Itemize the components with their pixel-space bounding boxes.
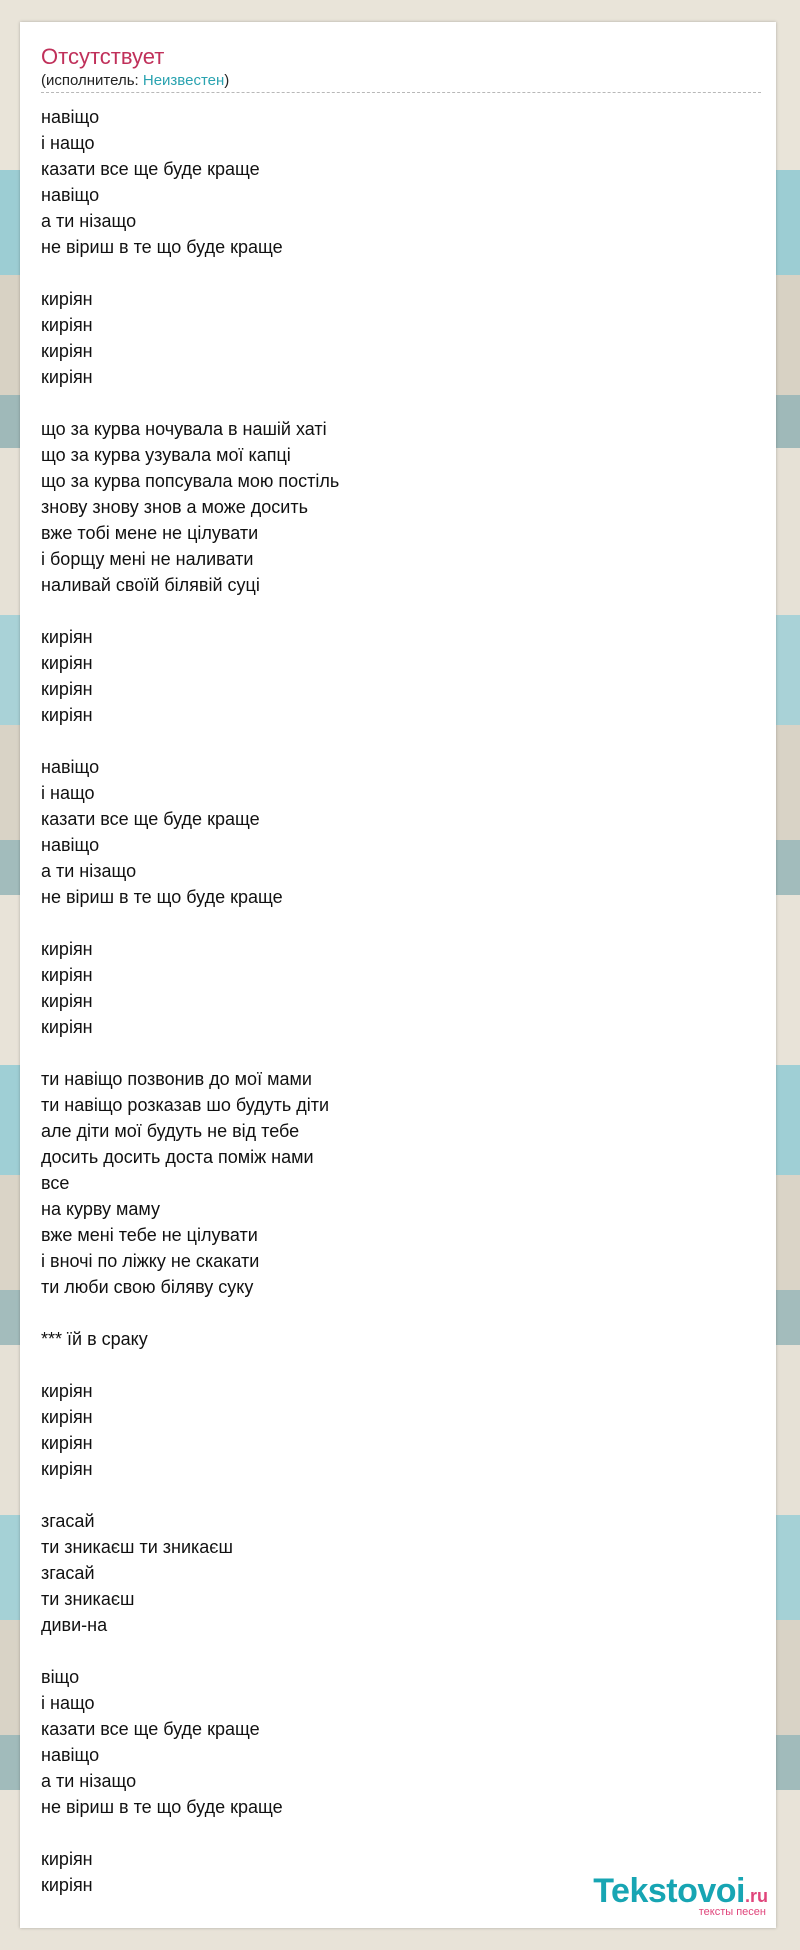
lyrics-line: що за курва ночувала в нашій хаті xyxy=(41,419,327,439)
lyrics-blank-line xyxy=(41,1638,761,1664)
lyrics-line: навіщо xyxy=(41,1745,100,1765)
lyrics-line: навіщо xyxy=(41,757,100,777)
lyrics-line: вже мені тебе не цілувати xyxy=(41,1225,258,1245)
lyrics-line: киріян xyxy=(41,1433,93,1453)
lyrics-line: киріян xyxy=(41,1381,93,1401)
lyrics-line: казати все ще буде краще xyxy=(41,1719,260,1739)
lyrics-line: ти зникаєш ти зникаєш xyxy=(41,1537,233,1557)
lyrics-line: киріян xyxy=(41,341,93,361)
lyrics-line: що за курва узувала мої капці xyxy=(41,445,291,465)
lyrics-line: вже тобі мене не цілувати xyxy=(41,523,259,543)
artist-link[interactable]: Неизвестен xyxy=(142,72,225,89)
lyrics-line: киріян xyxy=(41,1875,93,1895)
lyrics-line: але діти мої будуть не від тебе xyxy=(41,1121,300,1141)
lyrics-blank-line xyxy=(41,390,761,416)
lyrics-line: навіщо xyxy=(41,185,100,205)
lyrics-line: киріян xyxy=(41,991,93,1011)
lyrics-line: віщо xyxy=(41,1667,80,1687)
lyrics-line: казати все ще буде краще xyxy=(41,809,260,829)
lyrics-line: а ти нізащо xyxy=(41,211,137,231)
logo-suffix: .ru xyxy=(744,1886,768,1906)
lyrics-line: все xyxy=(41,1173,70,1193)
lyrics-line: навіщо xyxy=(41,107,100,127)
lyrics-line: навіщо xyxy=(41,835,100,855)
lyrics-line: наливай своїй білявій суці xyxy=(41,575,260,595)
lyrics-blank-line xyxy=(41,1352,761,1378)
lyrics-line: *** їй в сраку xyxy=(41,1329,148,1349)
lyrics-line: киріян xyxy=(41,367,93,387)
song-title: Отсутствует xyxy=(41,44,165,69)
lyrics-line: і нащо xyxy=(41,133,95,153)
lyrics-line: казати все ще буде краще xyxy=(41,159,260,179)
lyrics-blank-line xyxy=(41,1482,761,1508)
lyrics-blank-line xyxy=(41,1040,761,1066)
lyrics-line: киріян xyxy=(41,705,93,725)
logo-name: Tekstovoi xyxy=(593,1872,745,1910)
lyrics-blank-line xyxy=(41,1300,761,1326)
lyrics-line: і нащо xyxy=(41,783,95,803)
lyrics-line: киріян xyxy=(41,679,93,699)
artist-suffix: ) xyxy=(224,72,230,89)
lyrics-line: киріян xyxy=(41,965,93,985)
artist-prefix: (исполнитель: xyxy=(41,72,143,89)
lyrics-line: диви-на xyxy=(41,1615,108,1635)
lyrics-card xyxy=(20,22,776,1928)
lyrics-line: і вночі по ліжку не скакати xyxy=(41,1251,260,1271)
lyrics-line: киріян xyxy=(41,1459,93,1479)
lyrics-blank-line xyxy=(41,728,761,754)
lyrics-line: киріян xyxy=(41,1407,93,1427)
lyrics-line: не віриш в те що буде краще xyxy=(41,1797,283,1817)
lyrics-line: згасай xyxy=(41,1563,95,1583)
lyrics-line: ти зникаєш xyxy=(41,1589,135,1609)
lyrics-text xyxy=(41,104,761,1898)
logo-wordmark xyxy=(593,1874,768,1908)
lyrics-line: а ти нізащо xyxy=(41,861,137,881)
artist-line xyxy=(41,72,761,93)
lyrics-line: на курву маму xyxy=(41,1199,160,1219)
lyrics-line: киріян xyxy=(41,627,93,647)
song-header xyxy=(41,42,761,93)
lyrics-line: і борщу мені не наливати xyxy=(41,549,254,569)
lyrics-blank-line xyxy=(41,598,761,624)
lyrics-line: киріян xyxy=(41,939,93,959)
lyrics-line: ти навіщо розказав шо будуть діти xyxy=(41,1095,330,1115)
lyrics-line: знову знову знов а може досить xyxy=(41,497,308,517)
lyrics-line: киріян xyxy=(41,315,93,335)
lyrics-blank-line xyxy=(41,260,761,286)
lyrics-line: і нащо xyxy=(41,1693,95,1713)
lyrics-line: що за курва попсувала мою постіль xyxy=(41,471,340,491)
site-logo[interactable] xyxy=(593,1874,768,1918)
lyrics-line: киріян xyxy=(41,1017,93,1037)
lyrics-line: не віриш в те що буде краще xyxy=(41,237,283,257)
lyrics-line: киріян xyxy=(41,289,93,309)
lyrics-blank-line xyxy=(41,910,761,936)
lyrics-line: а ти нізащо xyxy=(41,1771,137,1791)
lyrics-line: киріян xyxy=(41,653,93,673)
lyrics-line: ти люби свою біляву суку xyxy=(41,1277,254,1297)
lyrics-line: досить досить доста поміж нами xyxy=(41,1147,314,1167)
lyrics-line: ти навіщо позвонив до мої мами xyxy=(41,1069,312,1089)
lyrics-line: киріян xyxy=(41,1849,93,1869)
logo-tagline: тексты песен xyxy=(698,1906,766,1918)
lyrics-blank-line xyxy=(41,1820,761,1846)
lyrics-line: згасай xyxy=(41,1511,95,1531)
lyrics-line: не віриш в те що буде краще xyxy=(41,887,283,907)
